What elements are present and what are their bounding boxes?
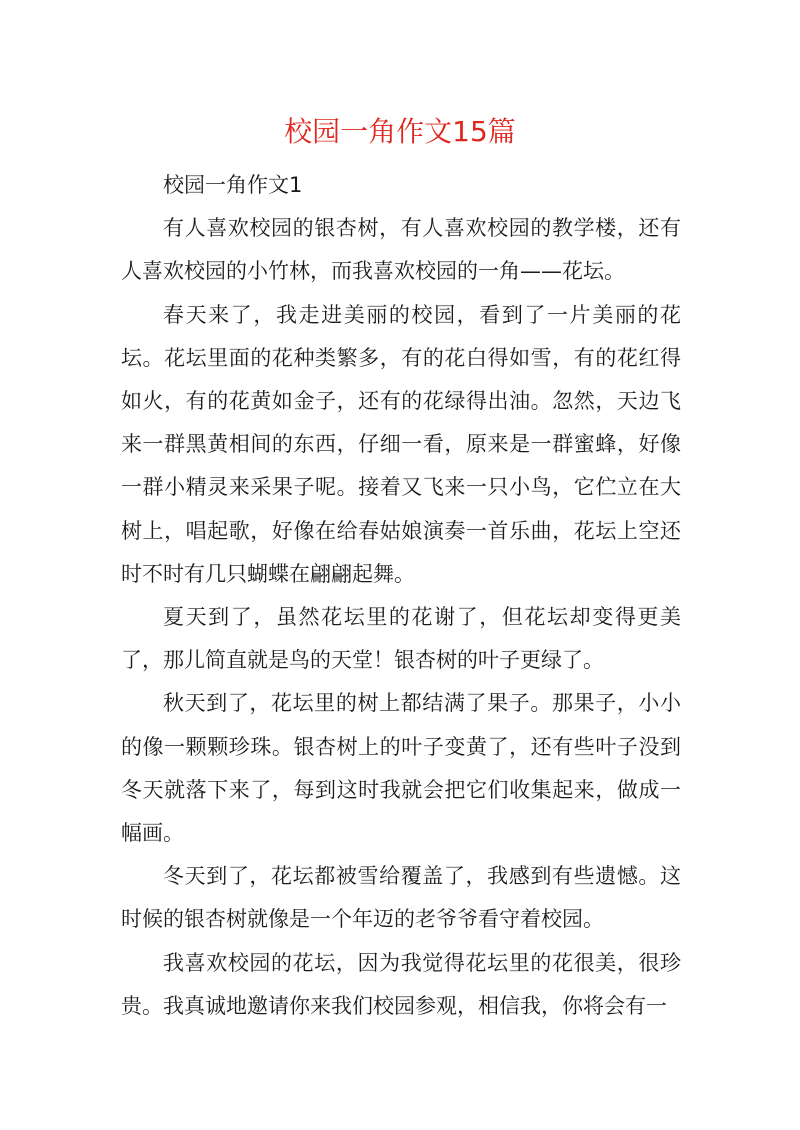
- essay-body: [121, 164, 681, 1028]
- paragraph-2: 春天来了，我走进美丽的校园，看到了一片美丽的花坛。花坛里面的花种类繁多，有的花白得如雪，有的花红得如火，有的花黄如金子，还有的花绿得出油。忽然，天边飞来一群黑黄相间的东西，仔细一看，原来是一群蜜蜂，好像一群小精灵来采果子呢。接着又飞来一只小鸟，它伫立在大树上，唱起歌，好像在给春姑娘演奏一首乐曲，花坛上空还时不时有几只蝴蝶在翩翩起舞。: [121, 302, 681, 586]
- paragraph-1: 有人喜欢校园的银杏树，有人喜欢校园的教学楼，还有人喜欢校园的小竹林，而我喜欢校园的一角——花坛。: [121, 216, 681, 284]
- paragraph-5: 冬天到了，花坛都被雪给覆盖了，我感到有些遗憾。这时候的银杏树就像是一个年迈的老爷爷看守着校园。: [121, 864, 681, 932]
- paragraph-4: 秋天到了，花坛里的树上都结满了果子。那果子，小小的像一颗颗珍珠。银杏树上的叶子变黄了，还有些叶子没到冬天就落下来了，每到这时我就会把它们收集起来，做成一幅画。: [121, 691, 681, 846]
- paragraph-6: 我喜欢校园的花坛，因为我觉得花坛里的花很美，很珍贵。我真诚地邀请你来我们校园参观，相信我，你将会有一: [121, 950, 681, 1018]
- essay-subtitle: 校园一角作文1: [163, 173, 303, 197]
- paragraph-3: 夏天到了，虽然花坛里的花谢了，但花坛却变得更美了，那儿简直就是鸟的天堂！银杏树的叶子更绿了。: [121, 605, 681, 673]
- page-title: 校园一角作文15篇: [284, 115, 516, 148]
